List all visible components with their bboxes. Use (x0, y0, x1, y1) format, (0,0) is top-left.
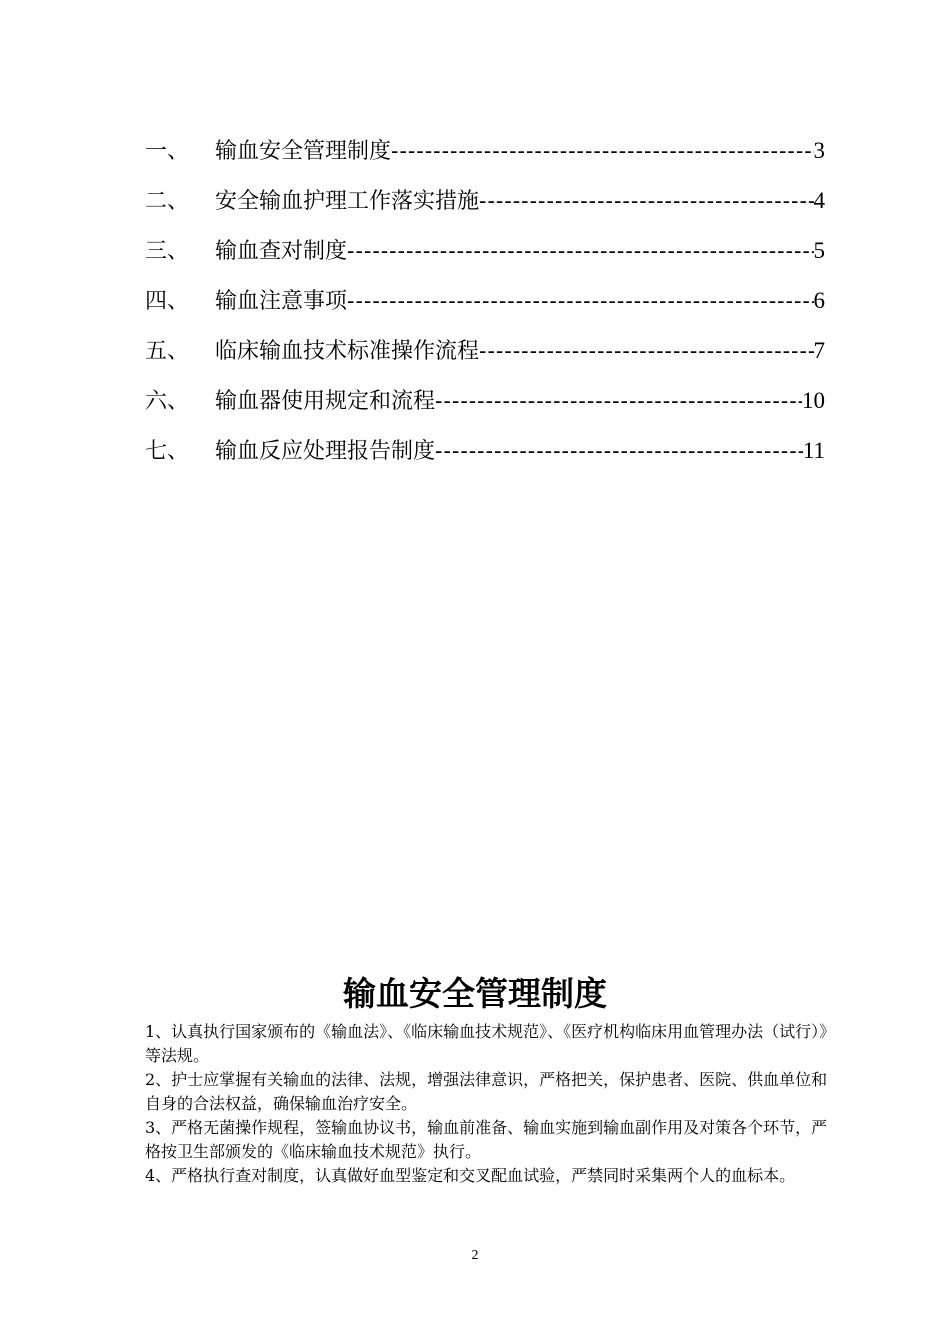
toc-entry-number: 四、 (145, 289, 190, 314)
toc-entry-title: 安全输血护理工作落实措施 (215, 189, 480, 214)
toc-entry-page: 5 (813, 238, 825, 263)
section-title: 输血安全管理制度 (343, 974, 607, 1013)
toc-dot-leader (347, 283, 813, 321)
paragraph: 3、严格无菌操作规程，签输血协议书，输血前准备、输血实施到输血副作用及对策各个环节，严格按卫生部颁发的《临床输血技术规范》执行。 (145, 1118, 828, 1161)
toc-entry-page: 11 (802, 438, 825, 463)
toc-entry[interactable] (145, 432, 825, 482)
toc-entry-number: 二、 (145, 189, 190, 214)
toc-entry-number: 三、 (145, 239, 190, 264)
toc-entry[interactable] (145, 132, 825, 182)
toc-entry-title: 输血安全管理制度 (215, 139, 392, 164)
toc-entry-title: 输血反应处理报告制度 (215, 439, 436, 464)
page-number: 2 (471, 1248, 479, 1263)
toc-dot-leader (391, 133, 813, 171)
toc-dot-leader (479, 333, 813, 371)
toc-entry[interactable] (145, 332, 825, 382)
toc-dot-leader (435, 433, 803, 471)
toc-entry-title: 输血查对制度 (215, 239, 348, 264)
toc-entry-title: 临床输血技术标准操作流程 (215, 339, 480, 364)
toc-entry-number: 七、 (145, 439, 190, 464)
toc-dot-leader (435, 383, 802, 421)
paragraph: 4、严格执行查对制度，认真做好血型鉴定和交叉配血试验，严禁同时采集两个人的血标本。 (145, 1166, 796, 1185)
toc-entry[interactable] (145, 382, 825, 432)
toc-entry-page: 4 (813, 188, 825, 213)
toc-entry[interactable] (145, 282, 825, 332)
toc-entry-page: 6 (813, 288, 825, 313)
toc-dot-leader (347, 233, 813, 271)
toc-entry[interactable] (145, 182, 825, 232)
toc-entry-number: 五、 (145, 339, 190, 364)
toc-entry-title: 输血器使用规定和流程 (215, 389, 436, 414)
section-body (145, 1020, 835, 1188)
toc-entry-title: 输血注意事项 (215, 289, 348, 314)
toc-entry[interactable] (145, 232, 825, 282)
toc-entry-page: 7 (813, 338, 825, 363)
toc-dot-leader (479, 183, 813, 221)
table-of-contents (145, 132, 825, 482)
toc-entry-page: 3 (813, 138, 825, 163)
paragraph: 2、护士应掌握有关输血的法律、法规，增强法律意识，严格把关，保护患者、医院、供血单位和自身的合法权益，确保输血治疗安全。 (145, 1070, 828, 1113)
toc-entry-number: 六、 (145, 389, 190, 414)
toc-entry-page: 10 (802, 388, 825, 413)
toc-entry-number: 一、 (145, 139, 190, 164)
paragraph: 1、认真执行国家颁布的《输血法》、《临床输血技术规范》、《医疗机构临床用血管理办法（试行）》等法规。 (145, 1022, 828, 1065)
